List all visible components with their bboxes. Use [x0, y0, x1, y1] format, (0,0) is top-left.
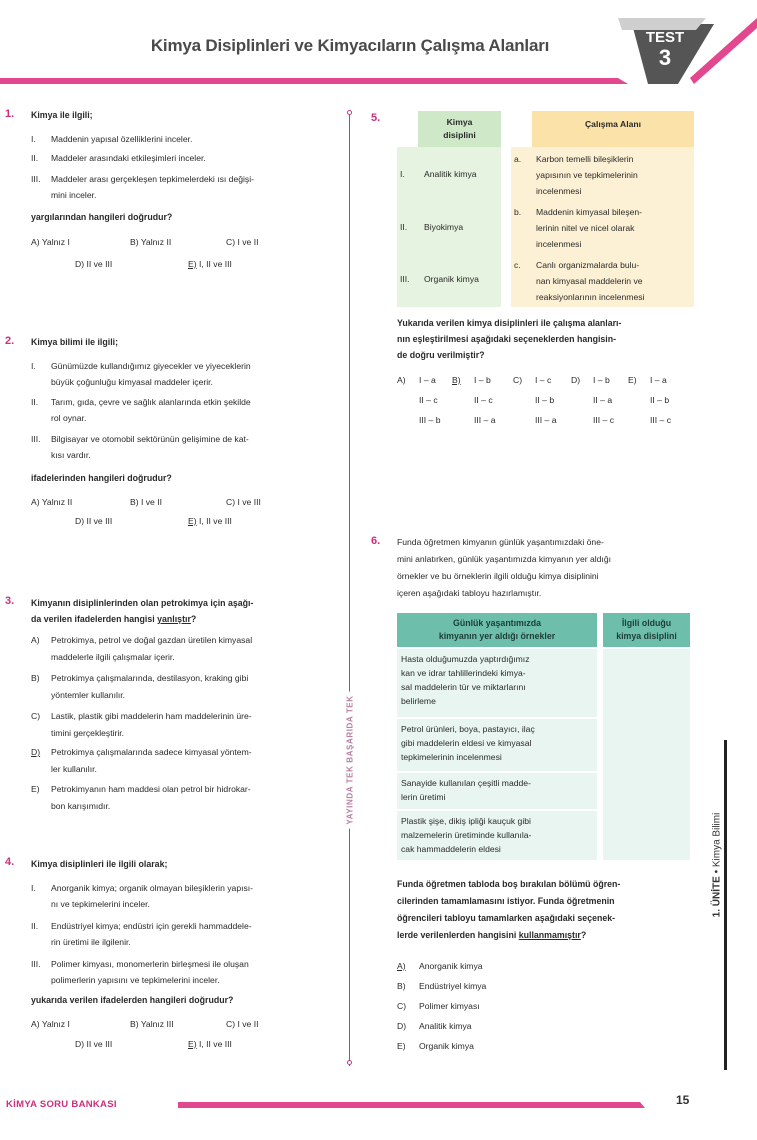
- test-number: 3: [658, 45, 672, 70]
- table-header-right: İlgili olduğu kimya disiplini: [603, 613, 690, 647]
- table-header-right: [532, 111, 694, 147]
- test-label: TEST: [645, 29, 685, 46]
- option-c[interactable]: C) I – c II – b III – a: [513, 375, 557, 425]
- table-row: Petrol ürünleri, boya, pastayıcı, ilaç gibi maddelerin eldesi ve kimyasal tepkimelerinin incelenmesi: [397, 719, 597, 771]
- option-c[interactable]: C) I ve II: [226, 1019, 259, 1029]
- table-empty-column: [603, 649, 690, 860]
- question-stem: Kimyanın disiplinlerinden olan petrokimya için aşağı-: [31, 598, 254, 608]
- option-c[interactable]: C) Polimer kimyası: [397, 1001, 480, 1011]
- option-a[interactable]: A) Yalnız I: [31, 1019, 70, 1029]
- question-follow: Funda öğretmen tabloda boş bırakılan bölümü öğren-: [397, 879, 621, 889]
- question-follow: yargılarından hangileri doğrudur?: [31, 212, 173, 222]
- question-stem: Kimya disiplinleri ile ilgili olarak;: [31, 859, 168, 869]
- examples-table: [397, 613, 690, 860]
- page-title: Kimya Disiplinleri ve Kimyacıların Çalışma Alanları: [150, 36, 550, 55]
- question-follow: nın eşleştirilmesi aşağıdaki seçeneklerden hangisin-: [397, 334, 617, 344]
- question-number: 2.: [5, 335, 15, 347]
- option-c[interactable]: C) I ve II: [226, 237, 259, 247]
- page-number: 15: [676, 1093, 690, 1107]
- option-b[interactable]: B) I – b II – c III – a: [452, 375, 496, 425]
- option-e[interactable]: E) Organik kimya: [397, 1041, 474, 1051]
- question-stem-line2: da verilen ifadelerden hangisi yanlıştır?: [31, 614, 197, 624]
- question-follow: de doğru verilmiştir?: [397, 350, 485, 360]
- option-b[interactable]: B) Endüstriyel kimya: [397, 981, 487, 991]
- option-d[interactable]: D) II ve III: [75, 516, 113, 526]
- option-a[interactable]: A) Anorganik kimya: [397, 961, 483, 971]
- option-c[interactable]: C) Lastik, plastik gibi maddelerin ham maddelerinin üre- timini gerçekleştirir.: [31, 711, 252, 738]
- option-d[interactable]: D) II ve III: [75, 259, 113, 269]
- question-follow: ifadelerinden hangileri doğrudur?: [31, 473, 172, 483]
- matching-table: Kimya disiplini Çalışma Alanı I. Analitik kimya II. Biyokimya III. Organik kimya a. Karbon temelli bileşiklerin yapısının ve tepkimelerinin incelenmesi b. Maddenin kimyasal bileşen- lerinin nitel ve nicel olarak incelenmesi c. Canlı organizmalarda bulu- nan kimyasal maddelerin ve reaksiyonlarının incelenmesi: [397, 111, 694, 307]
- question-follow: öğrencileri tabloyu tamamlarken aşağıdaki seçenek-: [397, 913, 616, 923]
- question-follow: Yukarıda verilen kimya disiplinleri ile çalışma alanları-: [397, 318, 622, 328]
- question-number: 5.: [371, 112, 381, 124]
- table-row: III. Organik kimya: [400, 274, 479, 284]
- option-e[interactable]: E) I, II ve III: [188, 1039, 232, 1049]
- question-number: 6.: [371, 535, 381, 547]
- divider-dot: [347, 1060, 352, 1065]
- footer-label: KİMYA SORU BANKASI: [6, 1099, 117, 1110]
- question-number: 4.: [5, 856, 15, 868]
- option-a[interactable]: A) Yalnız II: [31, 497, 73, 507]
- table-row: Hasta olduğumuzda yaptırdığımız kan ve idrar tahlillerindeki kimya- sal maddelerin tür ve miktarlarını belirleme: [397, 649, 597, 717]
- question-intro: Funda öğretmen kimyanın günlük yaşantımızdaki öne-: [397, 537, 604, 547]
- question-stem: Kimya bilimi ile ilgili;: [31, 337, 119, 347]
- question-follow: cilerinden tamamlamasını istiyor. Funda öğretmenin: [397, 896, 615, 906]
- option-a[interactable]: A) Petrokimya, petrol ve doğal gazdan üretilen kimyasal maddelerle ilgili çalışmalar içerir.: [31, 635, 253, 662]
- header-stripe: [0, 78, 628, 84]
- question-number: 3.: [5, 595, 15, 607]
- option-d[interactable]: D) II ve III: [75, 1039, 113, 1049]
- option-d[interactable]: D) Petrokimya çalışmalarında sadece kimyasal yöntem- ler kullanılır.: [31, 747, 252, 774]
- option-c[interactable]: C) I ve III: [226, 497, 261, 507]
- table-row: II. Biyokimya: [400, 222, 464, 232]
- column-divider: [349, 112, 350, 1066]
- question-intro: içeren aşağıdaki tabloyu hazırlamıştır.: [397, 588, 542, 598]
- option-b[interactable]: B) Yalnız III: [130, 1019, 174, 1029]
- option-e[interactable]: E) Petrokimyanın ham maddesi olan petrol bir hidrokar- bon karışımıdır.: [31, 784, 251, 811]
- question-follow: yukarıda verilen ifadelerden hangileri doğrudur?: [31, 995, 234, 1005]
- vertical-brand: YAYINDA TEK BAŞARIDA TEK: [336, 670, 364, 850]
- table-header-left: Günlük yaşantımızda kimyanın yer aldığı örnekler: [397, 613, 597, 647]
- question-number: 1.: [5, 108, 15, 120]
- option-b[interactable]: B) I ve II: [130, 497, 162, 507]
- option-a[interactable]: A) Yalnız I: [31, 237, 70, 247]
- question-follow: lerde verilenlerden hangisini kullanmamıştır?: [397, 930, 587, 940]
- question-stem: Kimya ile ilgili;: [31, 110, 93, 120]
- option-e[interactable]: E) I – a II – b III – c: [628, 375, 672, 425]
- unit-label: 1. ÜNİTE • Kimya Bilimi: [711, 812, 723, 918]
- option-e[interactable]: E) I, II ve III: [188, 516, 232, 526]
- option-b[interactable]: B) Petrokimya çalışmalarında, destilasyon, kraking gibi yöntemler kullanılır.: [31, 673, 249, 700]
- option-d[interactable]: D) Analitik kimya: [397, 1021, 472, 1031]
- table-row: I. Analitik kimya: [400, 169, 477, 179]
- question-intro: örnekler ve bu örneklerin ilgili olduğu kimya disiplinini: [397, 571, 599, 581]
- divider-dot: [347, 110, 352, 115]
- option-b[interactable]: B) Yalnız II: [130, 237, 172, 247]
- option-a[interactable]: A) I – a II – c III – b: [397, 375, 441, 425]
- option-e[interactable]: E) I, II ve III: [188, 259, 232, 269]
- option-d[interactable]: D) I – b II – a III – c: [571, 375, 615, 425]
- table-row: Plastik şişe, dikiş ipliği kauçuk gibi malzemelerin üretiminde kullanıla- cak hammaddelerin eldesi: [397, 811, 597, 860]
- question-intro: mini anlatırken, günlük yaşantımızda kimyanın yer aldığı: [397, 554, 611, 564]
- table-row: Sanayide kullanılan çeşitli madde- lerin üretimi: [397, 773, 597, 809]
